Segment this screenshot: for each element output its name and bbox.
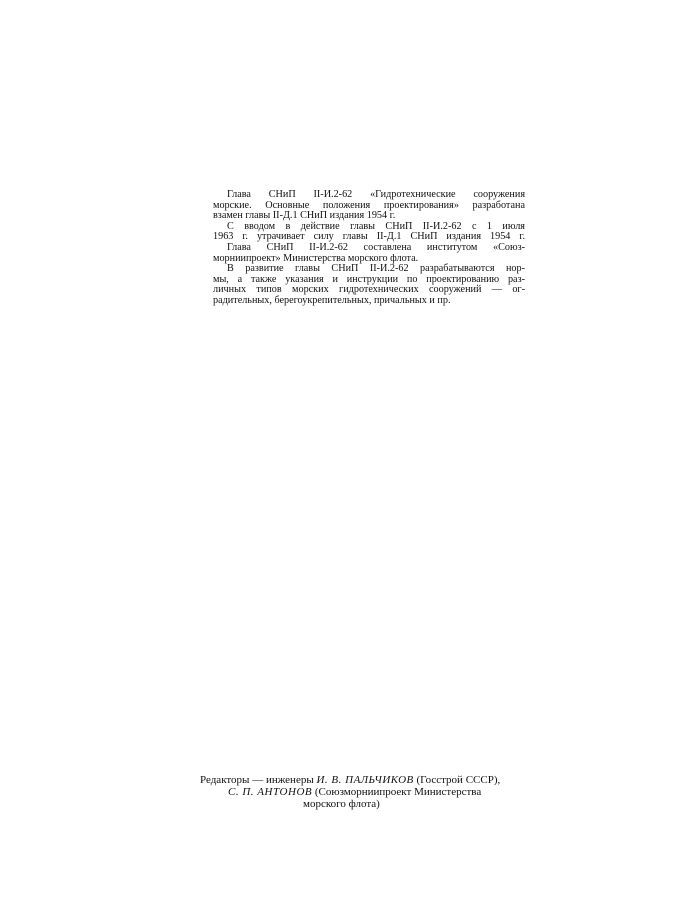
editor-name-1: И. В. ПАЛЬЧИКОВ	[316, 774, 414, 786]
intro-line-1: Глава СНиП II-И.2-62 «Гидротехнические сооружения	[227, 189, 525, 200]
intro-line-8: В развитие главы СНиП II-И.2-62 разрабатываются нор-	[227, 263, 525, 275]
editor-org-1: (Госстрой СССР),	[413, 774, 501, 786]
editors-line-2	[200, 786, 500, 798]
intro-line-9: мы, а также указания и инструкции по проектированию раз-	[213, 273, 525, 285]
editors-line-1	[200, 774, 500, 786]
intro-text-block	[213, 190, 525, 307]
intro-line-6: Глава СНиП II-И.2-62 составлена институтом «Союз-	[227, 241, 525, 253]
intro-line-10: личных типов морских гидротехнических сооружений — ог-	[213, 284, 525, 296]
editor-org-2: (Союзморниипроект Министерства	[312, 786, 482, 798]
intro-line-5: 1963 г. утрачивает силу главы II-Д.1 СНиП издания 1954 г.	[213, 231, 525, 243]
editor-name-2: С. П. АНТОНОВ	[228, 786, 313, 798]
intro-line-4: С вводом в действие главы СНиП II-И.2-62 с 1 июля	[227, 220, 525, 232]
intro-line-3: взамен главы II-Д.1 СНиП издания 1954 г.	[213, 210, 396, 222]
intro-line-11: радительных, берегоукрепительных, причальных и пр.	[213, 294, 451, 306]
editors-credit	[200, 774, 500, 810]
intro-line-2: морские. Основные положения проектирования» разработана	[213, 199, 525, 211]
intro-line-7: морниипроект» Министерства морского флота.	[213, 252, 419, 264]
editors-line-3: морского флота)	[303, 798, 380, 810]
editors-prefix: Редакторы — инженеры	[200, 774, 317, 786]
